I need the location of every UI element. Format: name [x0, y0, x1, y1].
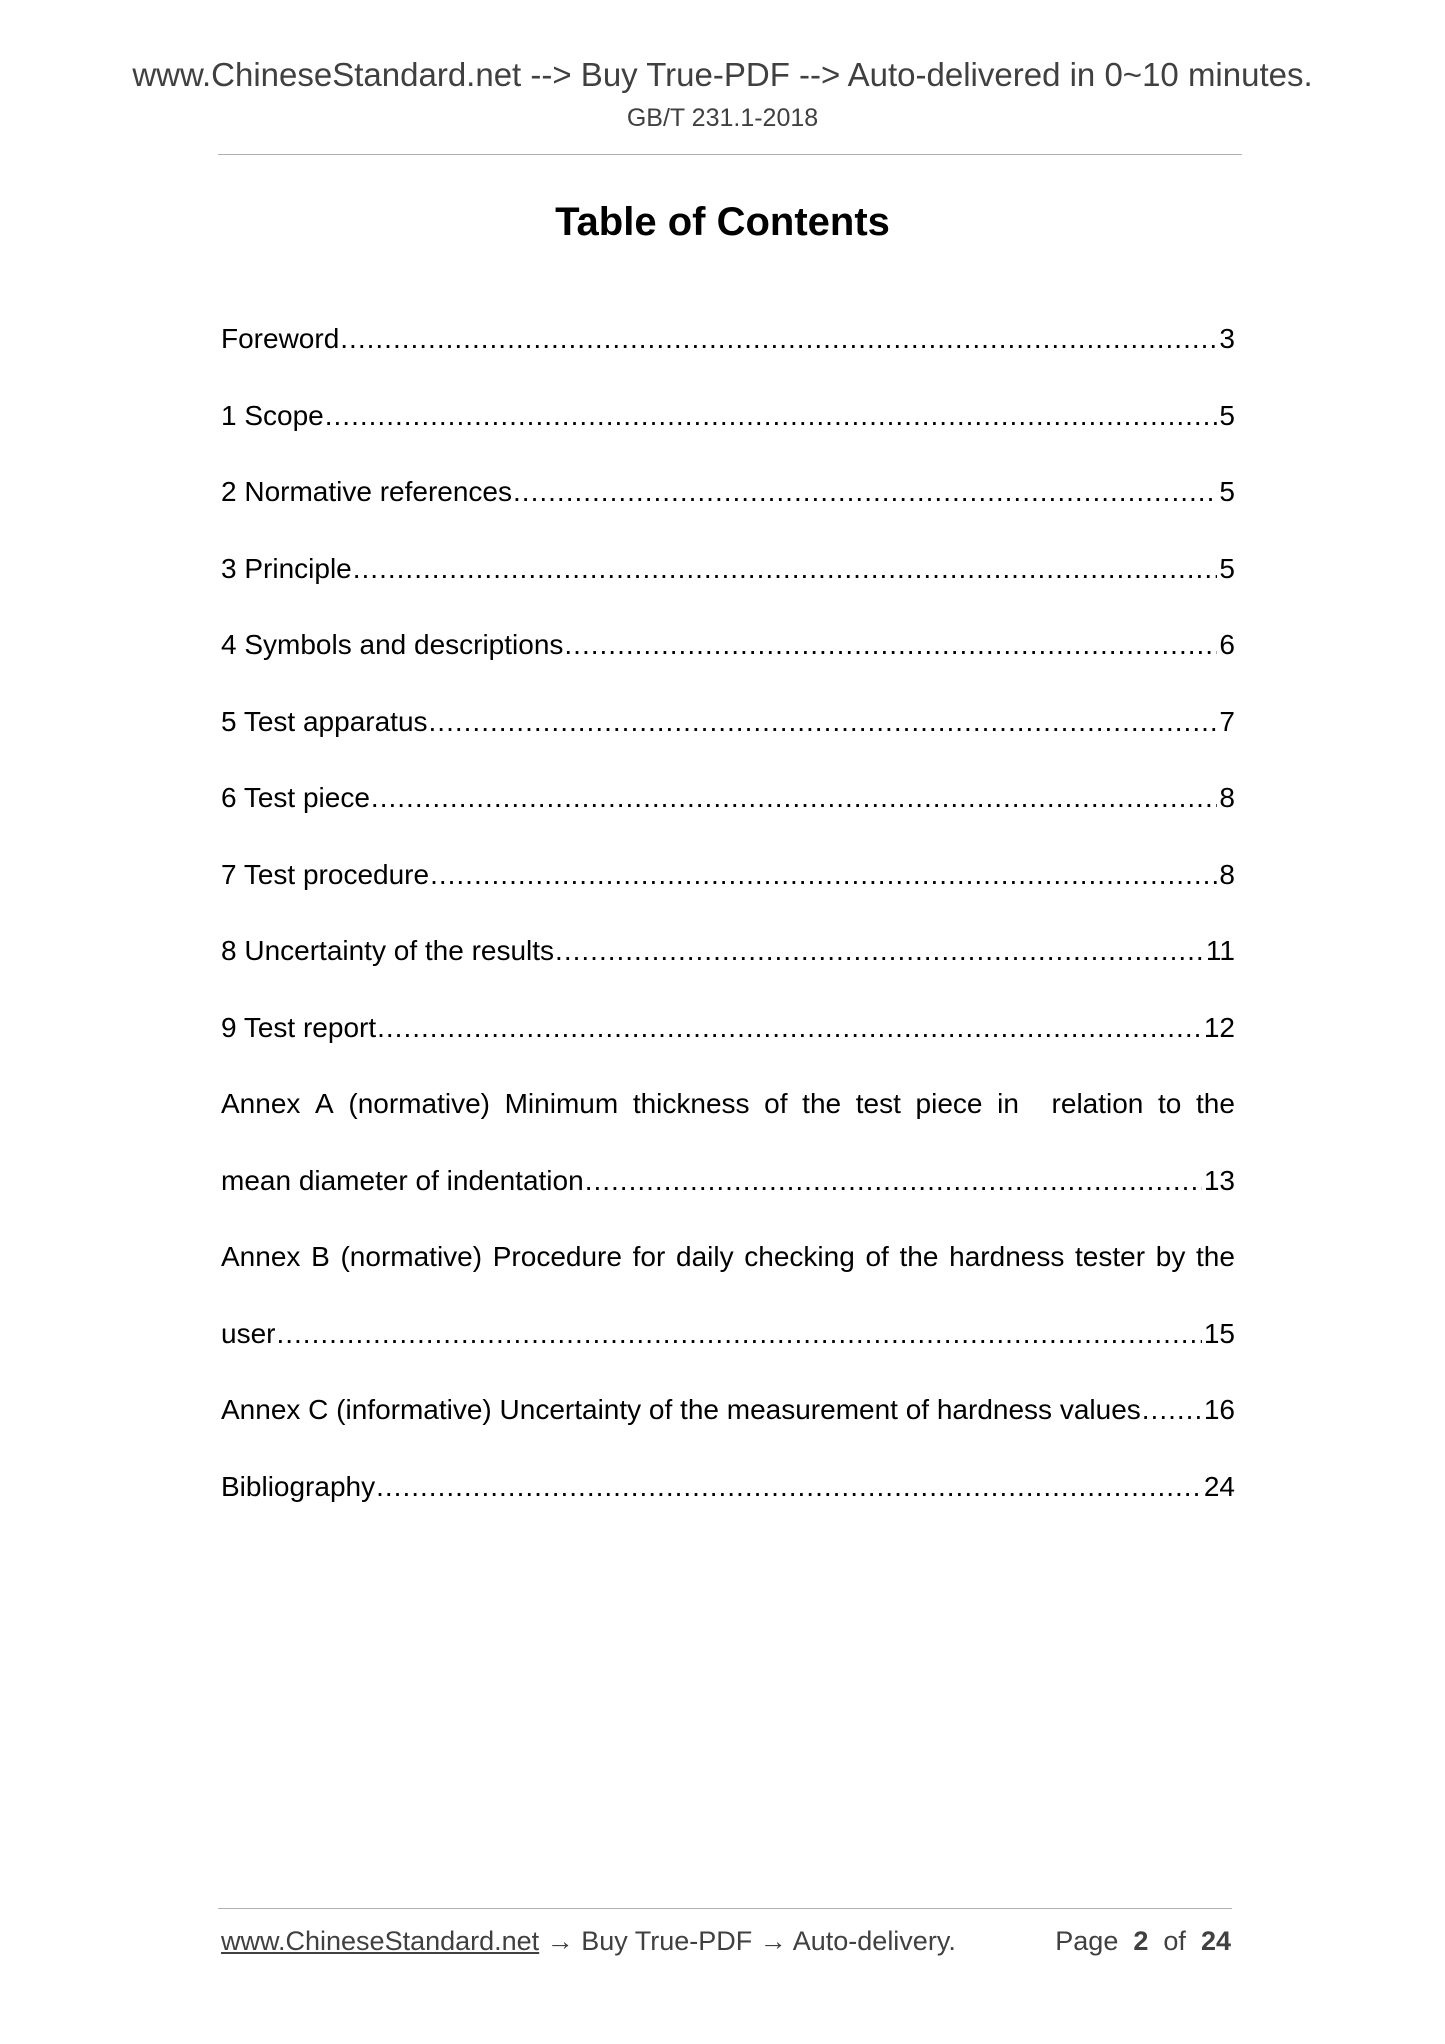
toc-entry-label: 6 Test piece — [221, 782, 370, 813]
word: piece — [915, 1088, 983, 1119]
toc-entry-label: mean diameter of indentation — [221, 1164, 584, 1196]
site-link[interactable]: www.ChineseStandard.net — [221, 1926, 540, 1956]
toc-entry-test-procedure[interactable] — [221, 851, 1235, 928]
word: Annex — [221, 1241, 301, 1272]
toc-entry-label: 9 Test report — [221, 1011, 377, 1043]
word: B — [311, 1241, 330, 1272]
word: Minimum — [504, 1088, 619, 1119]
toc-entry-label: Annex C (informative) Uncertainty of the measurement of hardness values — [221, 1394, 1141, 1425]
word: of — [764, 1088, 788, 1119]
footer-left — [221, 1926, 956, 1957]
table-of-contents — [221, 315, 1235, 1539]
word: thickness — [632, 1088, 750, 1119]
toc-entry-page: 13 — [1203, 1164, 1235, 1196]
toc-entry-page: 5 — [1219, 476, 1235, 507]
word: by — [1155, 1241, 1186, 1272]
word: hardness — [949, 1241, 1065, 1272]
toc-entry-label: 2 Normative references — [221, 476, 513, 507]
toc-entry-principle[interactable] — [221, 545, 1235, 622]
toc-entry-foreword[interactable] — [221, 315, 1235, 392]
toc-leader-dots — [276, 1310, 1201, 1358]
toc-leader-dots — [429, 698, 1218, 746]
word: daily — [676, 1241, 734, 1272]
word: to — [1158, 1088, 1182, 1119]
toc-entry-bibliography[interactable] — [221, 1463, 1235, 1540]
word: the — [1196, 1241, 1235, 1272]
toc-leader-dots — [555, 927, 1204, 975]
toc-entry-page: 3 — [1219, 323, 1235, 354]
toc-entry-page: 8 — [1219, 858, 1235, 890]
word: checking — [744, 1241, 855, 1272]
footer-tagline: → Buy True-PDF → Auto-delivery. — [539, 1926, 956, 1956]
page-word: Page — [1055, 1926, 1119, 1956]
toc-leader-dots — [376, 1463, 1202, 1511]
page-footer — [221, 1926, 1231, 1957]
toc-entry-test-report[interactable] — [221, 1004, 1235, 1081]
toc-entry-label: 1 Scope — [221, 399, 324, 431]
toc-title: Table of Contents — [555, 200, 890, 244]
toc-leader-dots — [1142, 1386, 1202, 1434]
toc-leader-dots — [513, 468, 1217, 516]
toc-entry-test-piece[interactable] — [221, 774, 1235, 851]
toc-entry-page: 12 — [1203, 1011, 1235, 1043]
word: the — [1196, 1088, 1235, 1119]
word: for — [632, 1241, 666, 1272]
header-banner: www.ChineseStandard.net --> Buy True-PDF --> Auto-delivered in 0~10 minutes. — [132, 56, 1313, 93]
toc-entry-page: 6 — [1219, 629, 1235, 660]
word: test — [855, 1088, 901, 1119]
word: (normative) — [340, 1241, 483, 1272]
toc-entry-annex-b-line1[interactable] — [221, 1233, 1235, 1310]
toc-leader-dots — [340, 315, 1217, 363]
toc-leader-dots — [585, 1157, 1202, 1205]
standard-code: GB/T 231.1-2018 — [626, 104, 819, 132]
toc-leader-dots — [371, 774, 1218, 822]
word: tester — [1075, 1241, 1146, 1272]
toc-entry-normative-references[interactable] — [221, 468, 1235, 545]
toc-leader-dots — [353, 545, 1218, 593]
toc-entry-page: 24 — [1203, 1470, 1235, 1502]
toc-entry-page: 5 — [1219, 552, 1235, 584]
toc-entry-annex-b-line2[interactable] — [221, 1310, 1235, 1387]
toc-entry-label: 8 Uncertainty of the results — [221, 935, 555, 966]
toc-entry-label: Foreword — [221, 323, 340, 354]
word: in — [997, 1088, 1019, 1119]
page-total: 24 — [1200, 1926, 1231, 1956]
toc-entry-page: 7 — [1219, 705, 1235, 737]
word: (normative) — [348, 1088, 490, 1119]
word: of — [865, 1241, 889, 1272]
toc-entry-annex-c[interactable] — [221, 1386, 1235, 1463]
word: the — [802, 1088, 842, 1119]
toc-leader-dots — [377, 1004, 1202, 1052]
footer-divider — [218, 1908, 1232, 1909]
toc-leader-dots — [564, 621, 1217, 669]
toc-entry-page: 8 — [1219, 782, 1235, 813]
toc-entry-label: 4 Symbols and descriptions — [221, 629, 564, 660]
toc-entry-page: 16 — [1203, 1394, 1235, 1425]
toc-entry-page: 11 — [1205, 935, 1235, 966]
header-divider — [218, 154, 1242, 155]
toc-entry-test-apparatus[interactable] — [221, 698, 1235, 775]
toc-entry-scope[interactable] — [221, 392, 1235, 469]
toc-entry-label: 5 Test apparatus — [221, 705, 428, 737]
word: Procedure — [492, 1241, 622, 1272]
toc-entry-label: 3 Principle — [221, 552, 352, 584]
toc-entry-label: Bibliography — [221, 1470, 376, 1502]
toc-leader-dots — [430, 851, 1217, 899]
page-indicator — [1055, 1926, 1231, 1957]
toc-leader-dots — [325, 392, 1218, 440]
page-current: 2 — [1133, 1926, 1149, 1956]
toc-entry-annex-a-line2[interactable] — [221, 1157, 1235, 1234]
page-of: of — [1163, 1926, 1186, 1956]
word: the — [899, 1241, 939, 1272]
word: Annex — [221, 1088, 301, 1119]
word: relation — [1051, 1088, 1144, 1119]
toc-entry-page: 15 — [1203, 1317, 1235, 1349]
word: A — [315, 1088, 334, 1119]
toc-entry-label: 7 Test procedure — [221, 858, 430, 890]
toc-entry-symbols[interactable] — [221, 621, 1235, 698]
toc-entry-label: user — [221, 1317, 276, 1349]
toc-entry-annex-a-line1[interactable] — [221, 1080, 1235, 1157]
toc-entry-page: 5 — [1219, 399, 1235, 431]
toc-entry-uncertainty[interactable] — [221, 927, 1235, 1004]
